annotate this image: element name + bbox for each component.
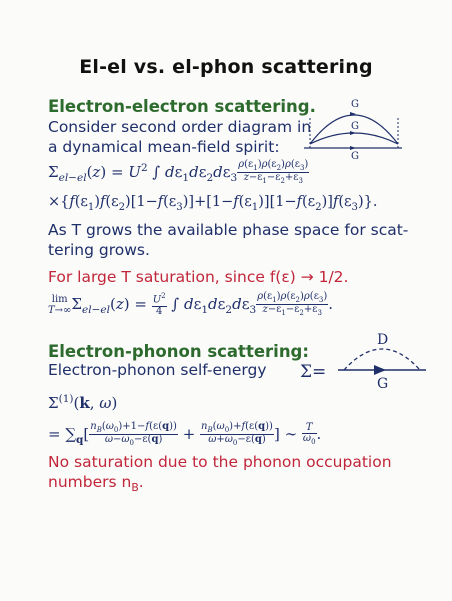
ep-no-saturation-2-end: . [138, 473, 144, 491]
ep-label-d: D [377, 332, 389, 348]
ep-no-saturation-1: No saturation due to the phonon occupation [48, 453, 392, 471]
ee-occupation-factor: $\times\{f(\varepsilon_1)f(\varepsilon_2)[1-f(\varepsilon_3)]+[1-f(\varepsilon_1)][1-f(\varepsilon_2)]f(\varepsilon_3)\}$. [48, 194, 378, 213]
ep-label-g: G [377, 376, 389, 392]
ee-label-g-bottom: G [351, 151, 359, 162]
ep-arrow [374, 365, 386, 375]
ee-limit-equation: lim T→∞ $\Sigma_{el-el}(z)$ = $\frac{U^2}{4}$ ∫ $d\varepsilon_1d\varepsilon_2d\varepsilon_3$ $\frac{\rho(\varepsilon_1)\rho(\varepsilon_2)\rho(\varepsilon_3)}{z-\varepsilon_1-\varepsilon_2+\varepsilon_3}$ . [48, 291, 334, 318]
ee-text-2: a dynamical mean-field spirit: [48, 138, 280, 156]
ee-text-1: Consider second order diagram in [48, 118, 312, 136]
ep-subtitle: Electron-phonon self-energy [48, 361, 267, 379]
ee-saturation: For large T saturation, since f(ε) → 1/2. [48, 268, 349, 286]
ee-as-t-line-2: tering grows. [48, 241, 150, 259]
ep-sigma-equation: = $\sum_q$[ $\frac{n_B(\omega_0)+1-f(\varepsilon(q))}{\omega-\omega_0-\varepsilon(q)}$ + $\frac{n_B(\omega_0)+f(\varepsilon(q))}{\omega+\omega_0-\varepsilon(q)}$ ] ∼ $\frac{T}{\omega_0}$ . [48, 421, 322, 448]
ep-no-saturation-2-text: numbers n [48, 473, 132, 491]
ep-phonon-arc [344, 349, 420, 370]
ee-heading: Electron-electron scattering. [48, 97, 316, 116]
ee-feynman-diagram [298, 92, 410, 164]
ee-label-g-top: G [351, 99, 359, 110]
ep-sigma-lhs: $\Sigma^{(1)}(k$, ω) [48, 393, 118, 412]
ep-sigma-label: Σ= [300, 362, 327, 382]
ee-middle-arc [310, 133, 398, 144]
ee-as-t-line-1: As T grows the available phase space for scat- [48, 221, 409, 239]
page-title: El-el vs. el-phon scattering [79, 56, 373, 78]
ep-no-saturation-2 [48, 473, 144, 494]
ep-no-saturation-2-sub: B [131, 481, 139, 495]
ee-arrow-bottom [350, 146, 356, 150]
ep-feynman-diagram [300, 330, 432, 392]
ee-sigma-equation: $\Sigma_{el-el}(z) = U^2$ ∫ $d\varepsilon_1d\varepsilon_2d\varepsilon_3$ $\frac{\rho(\varepsilon_1)\rho(\varepsilon_2)\rho(\varepsilon_3)}{z-\varepsilon_1-\varepsilon_2+\varepsilon_3}$ [48, 159, 309, 186]
ep-heading: Electron-phonon scattering: [48, 342, 309, 361]
ee-label-g-mid: G [351, 121, 359, 132]
